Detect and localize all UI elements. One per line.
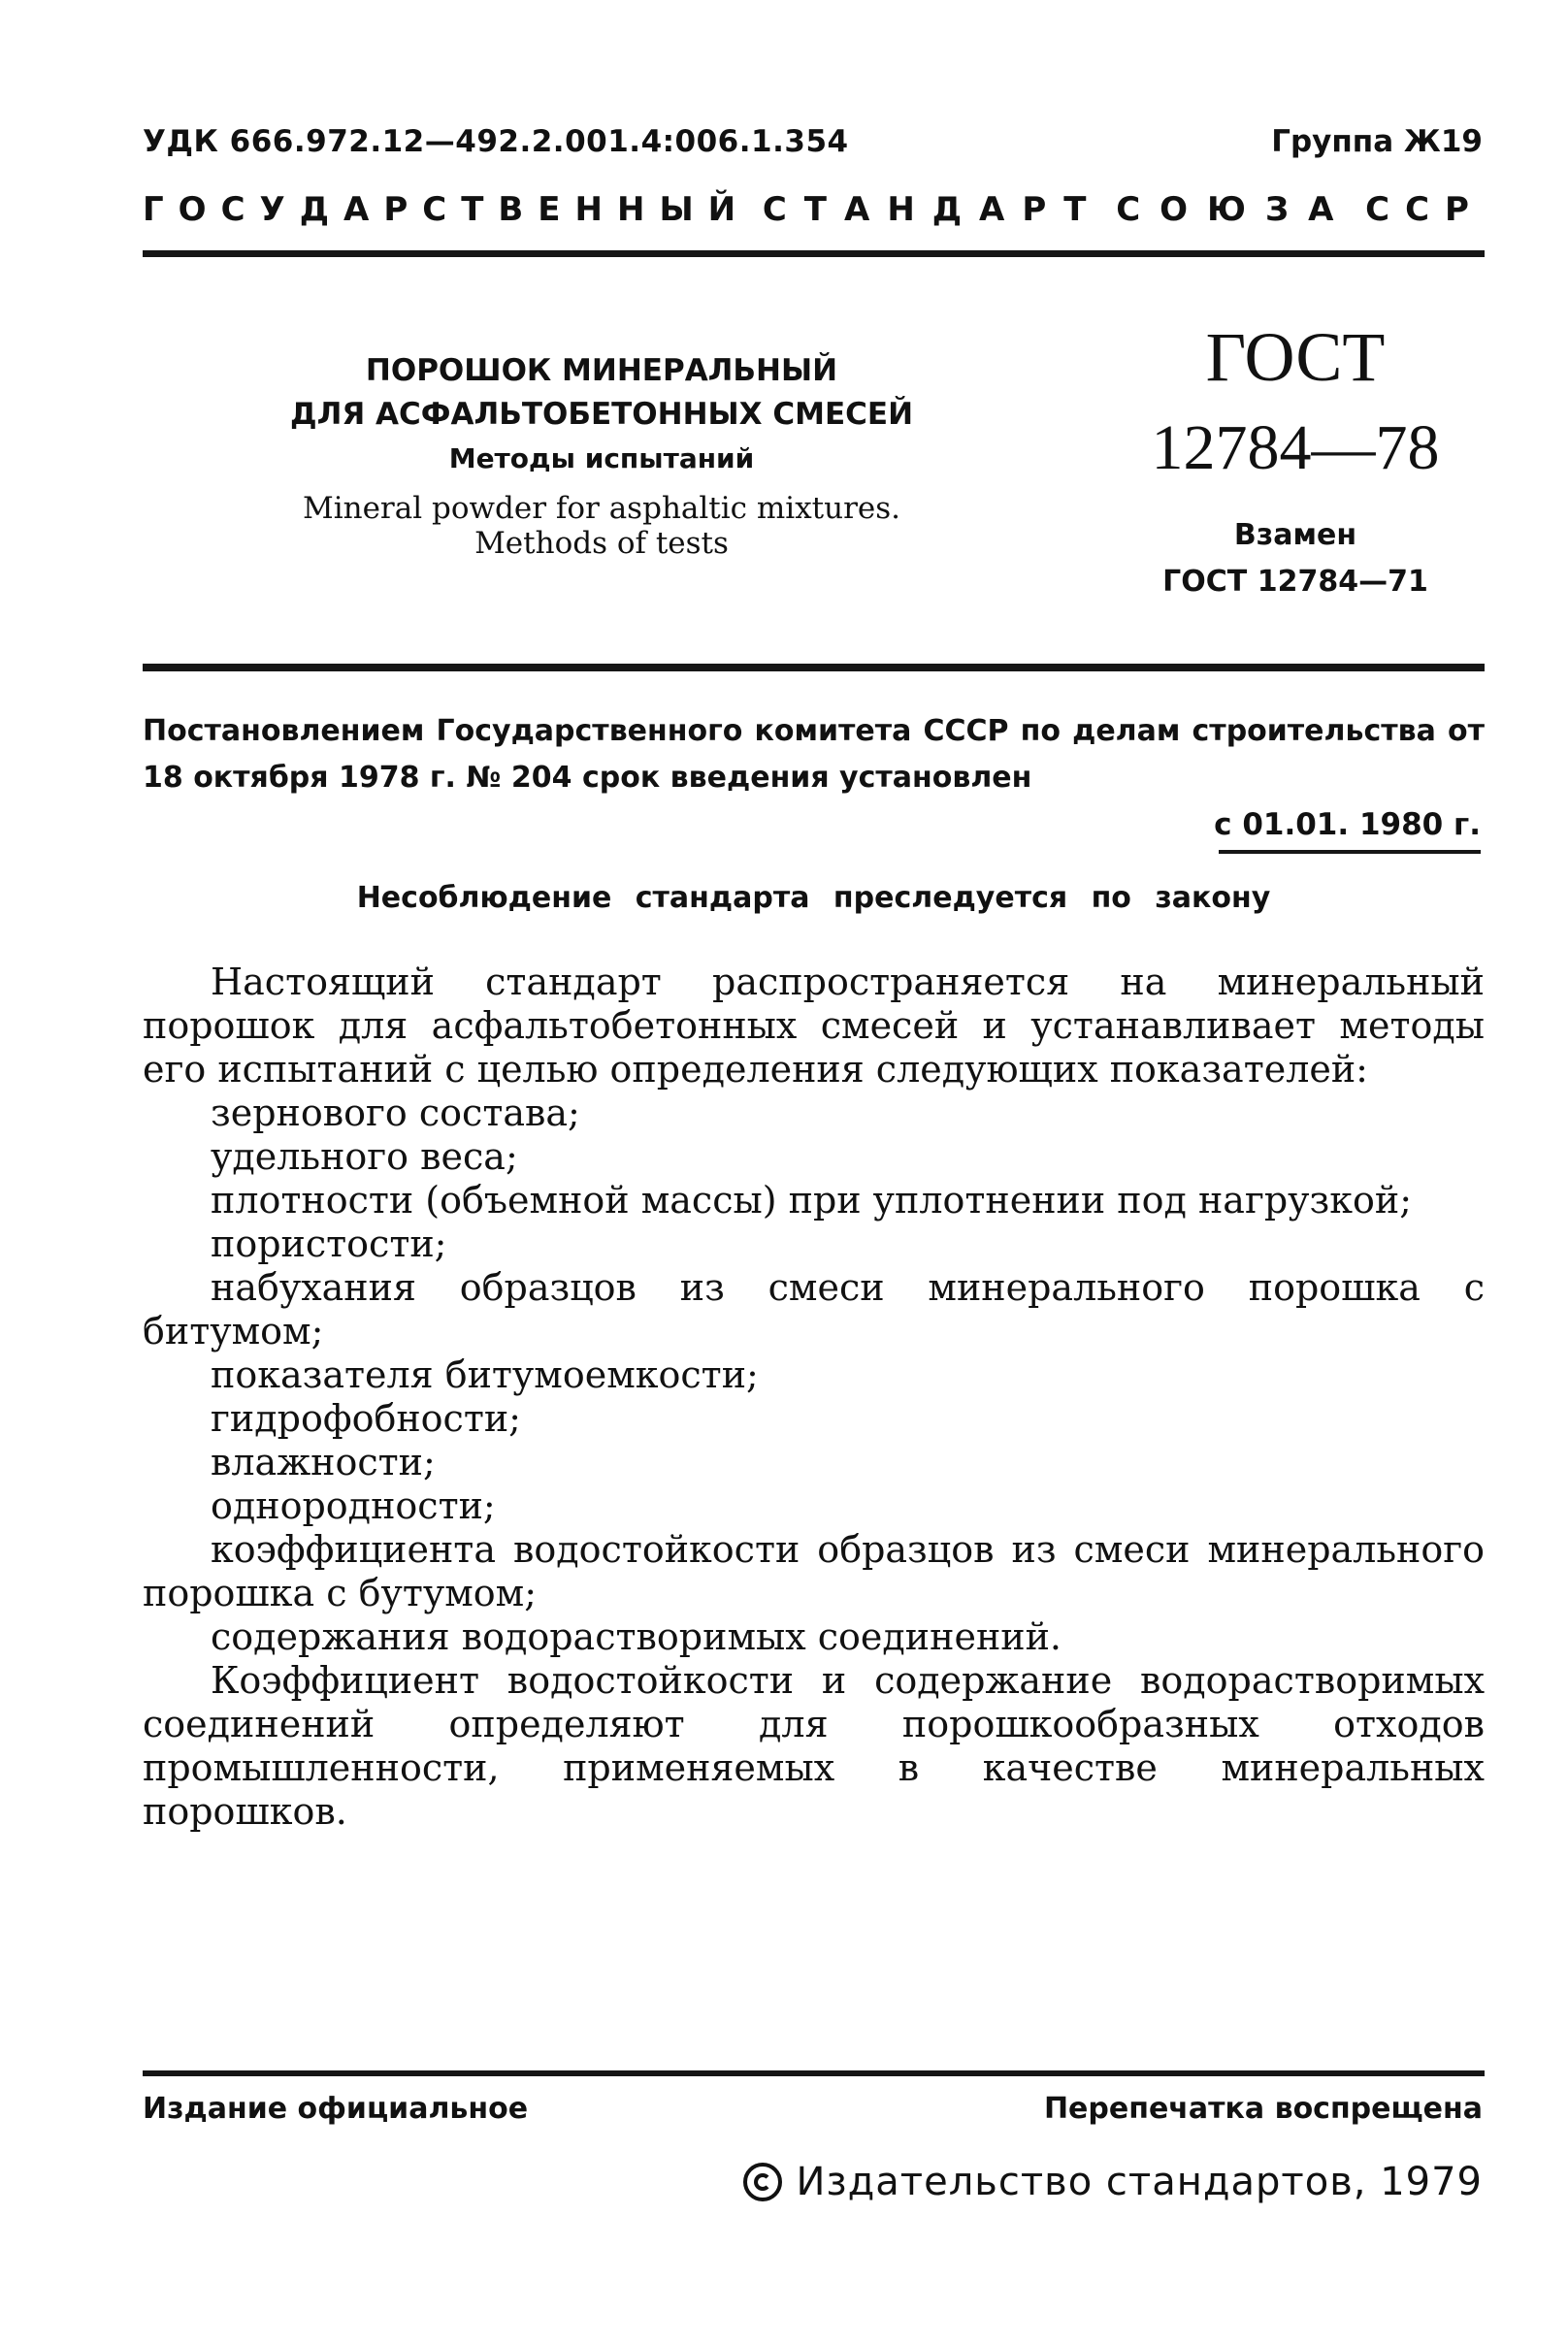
closing-paragraph: Коэффициент водостойкости и содержание водорастворимых соединений определяют для порошкообразных отходов промышленности, применяемых в качестве минеральных порошков. xyxy=(143,1659,1485,1833)
state-standard-title xyxy=(143,190,1485,229)
header-rule xyxy=(143,250,1485,257)
list-item: зернового состава; xyxy=(211,1092,580,1134)
replaces-block xyxy=(1116,512,1475,605)
body-text xyxy=(143,961,1485,1834)
state-standard-word: СТАНДАРТ xyxy=(762,190,1104,229)
title-line: ДЛЯ АСФАЛЬТОБЕТОННЫХ СМЕСЕЙ xyxy=(289,397,914,432)
title-line: ПОРОШОК МИНЕРАЛЬНЫЙ xyxy=(365,353,838,388)
english-title xyxy=(233,491,970,561)
state-standard-word: ССР xyxy=(1365,190,1485,229)
title-subline: Методы испытаний xyxy=(448,442,755,474)
gost-number: 12784—78 xyxy=(1151,412,1440,483)
copyright-icon xyxy=(743,2163,782,2201)
decree-line: Постановлением Государственного комитета СССР по делам строительства от xyxy=(143,714,1485,748)
decree-line: 18 октября 1978 г. № 204 срок введения установлен xyxy=(143,761,1032,795)
effective-date-rule xyxy=(1219,850,1481,854)
list-item: однородности; xyxy=(211,1484,496,1527)
list-item: гидрофобности; xyxy=(211,1397,521,1440)
replaces-value: ГОСТ 12784—71 xyxy=(1162,565,1428,599)
state-standard-word: ГОСУДАРСТВЕННЫЙ xyxy=(143,190,751,229)
gost-label: ГОСТ xyxy=(1205,318,1386,396)
reprint-notice: Перепечатка воспрещена xyxy=(1043,2092,1483,2126)
udk-code: УДК 666.972.12—492.2.001.4:006.1.354 xyxy=(143,124,849,159)
intro-paragraph: Настоящий стандарт распространяется на минеральный порошок для асфальтобетонных смесей и устанавливает методы его испытаний с целью определения следующих показателей: xyxy=(143,961,1485,1091)
title-line: Mineral powder for asphaltic mixtures. xyxy=(302,491,901,526)
publisher-line xyxy=(743,2160,1483,2204)
effective-date: с 01.01. 1980 г. xyxy=(1214,807,1481,842)
section-rule xyxy=(143,664,1485,671)
russian-title xyxy=(233,349,970,480)
list-item: удельного веса; xyxy=(211,1135,518,1178)
list-item: показателя битумоемкости; xyxy=(211,1353,759,1396)
list-item: плотности (объемной массы) при уплотнении под нагрузкой; xyxy=(211,1179,1413,1222)
list-item: набухания образцов из смеси минерального порошка с битумом; xyxy=(143,1266,1485,1352)
list-item: содержания водорастворимых соединений. xyxy=(211,1615,1062,1658)
list-item: влажности; xyxy=(211,1441,436,1483)
title-line: Methods of tests xyxy=(474,526,729,561)
publisher-text: Издательство стандартов, 1979 xyxy=(796,2160,1483,2204)
state-standard-word: СОЮЗА xyxy=(1116,190,1354,229)
footer-rule xyxy=(143,2070,1485,2076)
group-code: Группа Ж19 xyxy=(1271,124,1483,159)
list-item: пористости; xyxy=(211,1222,447,1265)
official-edition: Издание официальное xyxy=(143,2092,529,2126)
law-notice: Несоблюдение стандарта преследуется по закону xyxy=(356,881,1271,915)
replaces-label: Взамен xyxy=(1233,518,1357,552)
list-item: коэффициента водостойкости образцов из смеси минерального порошка с бутумом; xyxy=(143,1528,1485,1614)
